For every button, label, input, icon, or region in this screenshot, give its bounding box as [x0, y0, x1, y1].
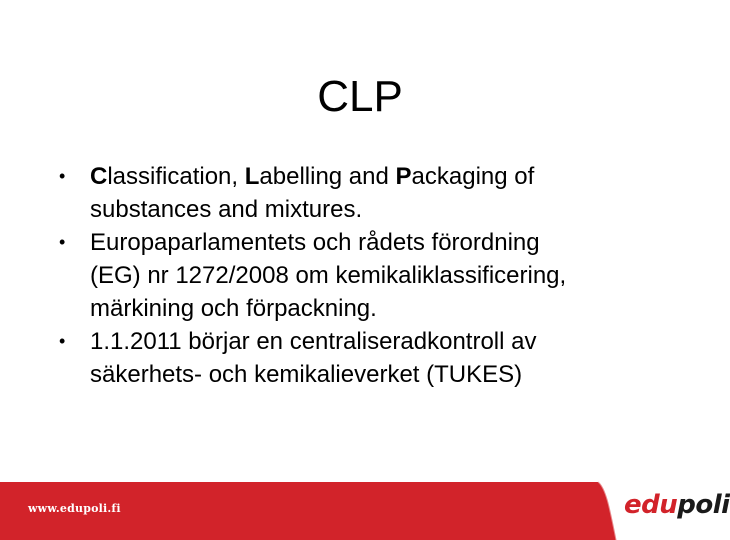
- footer-url[interactable]: www.edupoli.fi: [28, 502, 121, 515]
- bold-initial-c: C: [90, 163, 108, 190]
- text-segment: abelling and: [259, 163, 396, 190]
- bullet-item-tukes: [59, 325, 682, 391]
- bullet-item-regulation: [59, 226, 682, 325]
- bullet-list: [59, 160, 682, 391]
- text-line: säkerhets- och kemikalieverket (TUKES): [90, 361, 523, 388]
- text-line: substances and mixtures.: [90, 196, 363, 223]
- slide-title: [0, 72, 720, 122]
- text-segment: lassification,: [107, 163, 245, 190]
- text-line: (EG) nr 1272/2008 om kemikaliklassificering,: [90, 262, 567, 289]
- footer-band: [0, 482, 730, 540]
- bullet-icon: •: [59, 166, 66, 186]
- bullet-item-clp-definition: [59, 160, 682, 226]
- text-line: Europaparlamentets och rådets förordning: [90, 229, 540, 256]
- edupoli-logo: [624, 490, 730, 520]
- text-line: märkining och förpackning.: [90, 295, 377, 322]
- bullet-icon: •: [59, 232, 66, 252]
- bold-initial-p: P: [395, 163, 412, 190]
- text-segment: ackaging of: [411, 163, 535, 190]
- text-line: 1.1.2011 börjar en centraliseradkontroll av: [90, 328, 537, 355]
- logo-part-poli: poli: [677, 490, 730, 520]
- logo-part-edu: edu: [624, 490, 678, 520]
- bullet-icon: •: [59, 331, 66, 351]
- slide-title-text: CLP: [317, 72, 403, 121]
- bold-initial-l: L: [244, 163, 260, 190]
